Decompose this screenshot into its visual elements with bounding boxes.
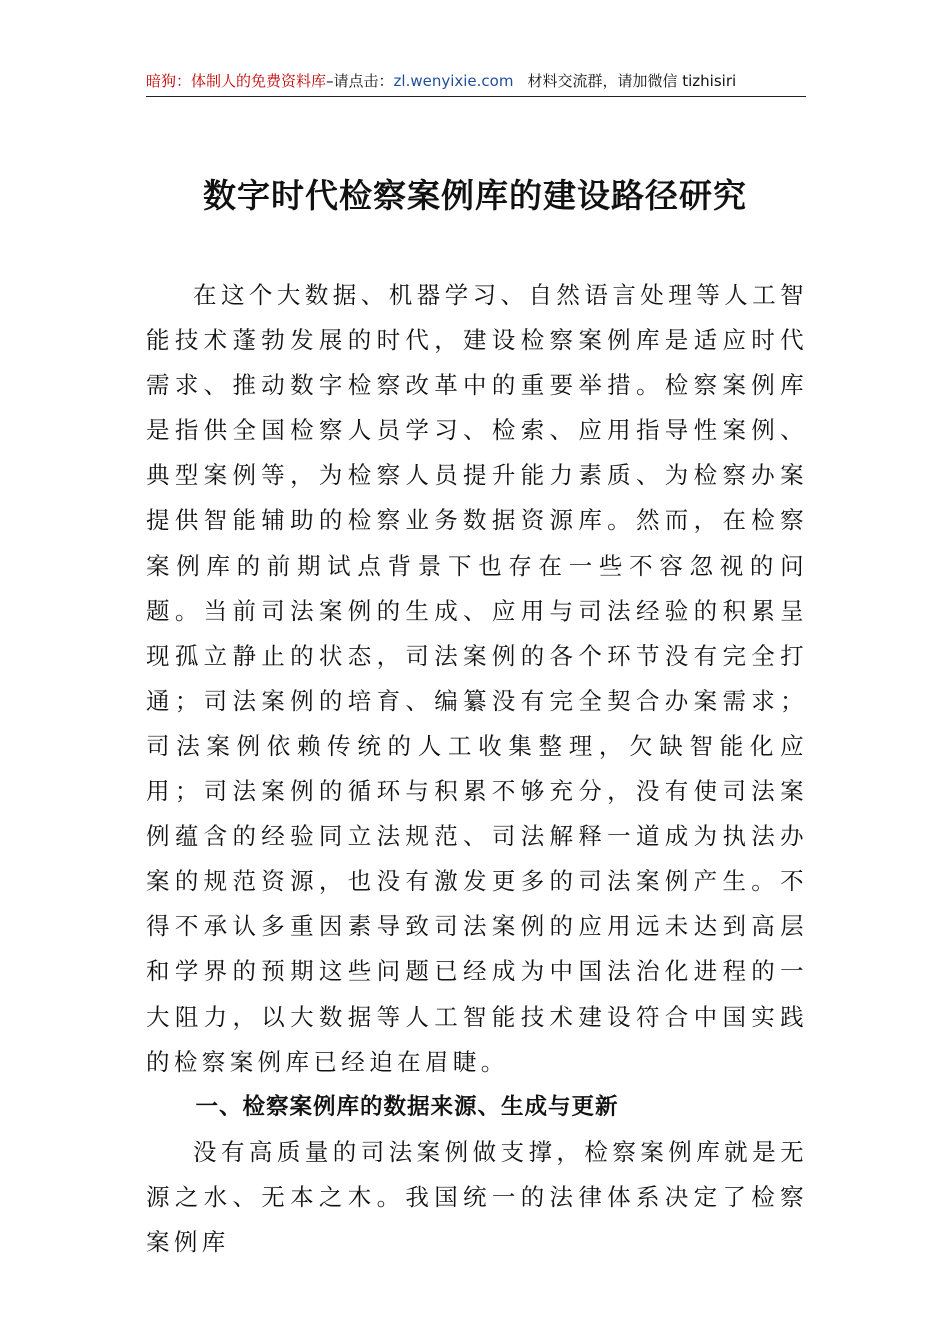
intro-paragraph: 在这个大数据、机器学习、自然语言处理等人工智能技术蓬勃发展的时代，建设检察案例库是适应时代需求、推动数字检察改革中的重要举措。检察案例库是指供全国检察人员学习、检索、应用指导性案例、典型案例等，为检察人员提升能力素质、为检察办案提供智能辅助的检察业务数据资源库。然而，在检察案例库的前期试点背景下也存在一些不容忽视的问题。当前司法案例的生成、应用与司法经验的积累呈现孤立静止的状态，司法案例的各个环节没有完全打通；司法案例的培育、编纂没有完全契合办案需求；司法案例依赖传统的人工收集整理，欠缺智能化应用；司法案例的循环与积累不够充分，没有使司法案例蕴含的经验同立法规范、司法解释一道成为执法办案的规范资源，也没有激发更多的司法案例产生。不得不承认多重因素导致司法案例的应用远未达到高层和学界的预期这些问题已经成为中国法治化进程的一大阻力，以大数据等人工智能技术建设符合中国实践的检察案例库已经迫在眉睫。 [146,281,808,1076]
header-click-label: –请点击： [326,72,394,90]
header-brand: 暗狗：体制人的免费资料库 [146,72,327,90]
header-group-note: 材料交流群，请加微信 tizhisiri [527,72,737,90]
page-header-banner [146,70,806,97]
section-1-paragraph: 没有高质量的司法案例做支撑，检察案例库就是无源之水、无本之木。我国统一的法律体系决定了检察案例库 [146,1137,808,1256]
header-url-link[interactable]: zl.wenyixie.com [393,72,514,90]
document-body [146,273,808,1265]
document-title: 数字时代检察案例库的建设路径研究 [203,176,747,215]
section-heading-1: 一、检察案例库的数据来源、生成与更新 [195,1093,619,1120]
